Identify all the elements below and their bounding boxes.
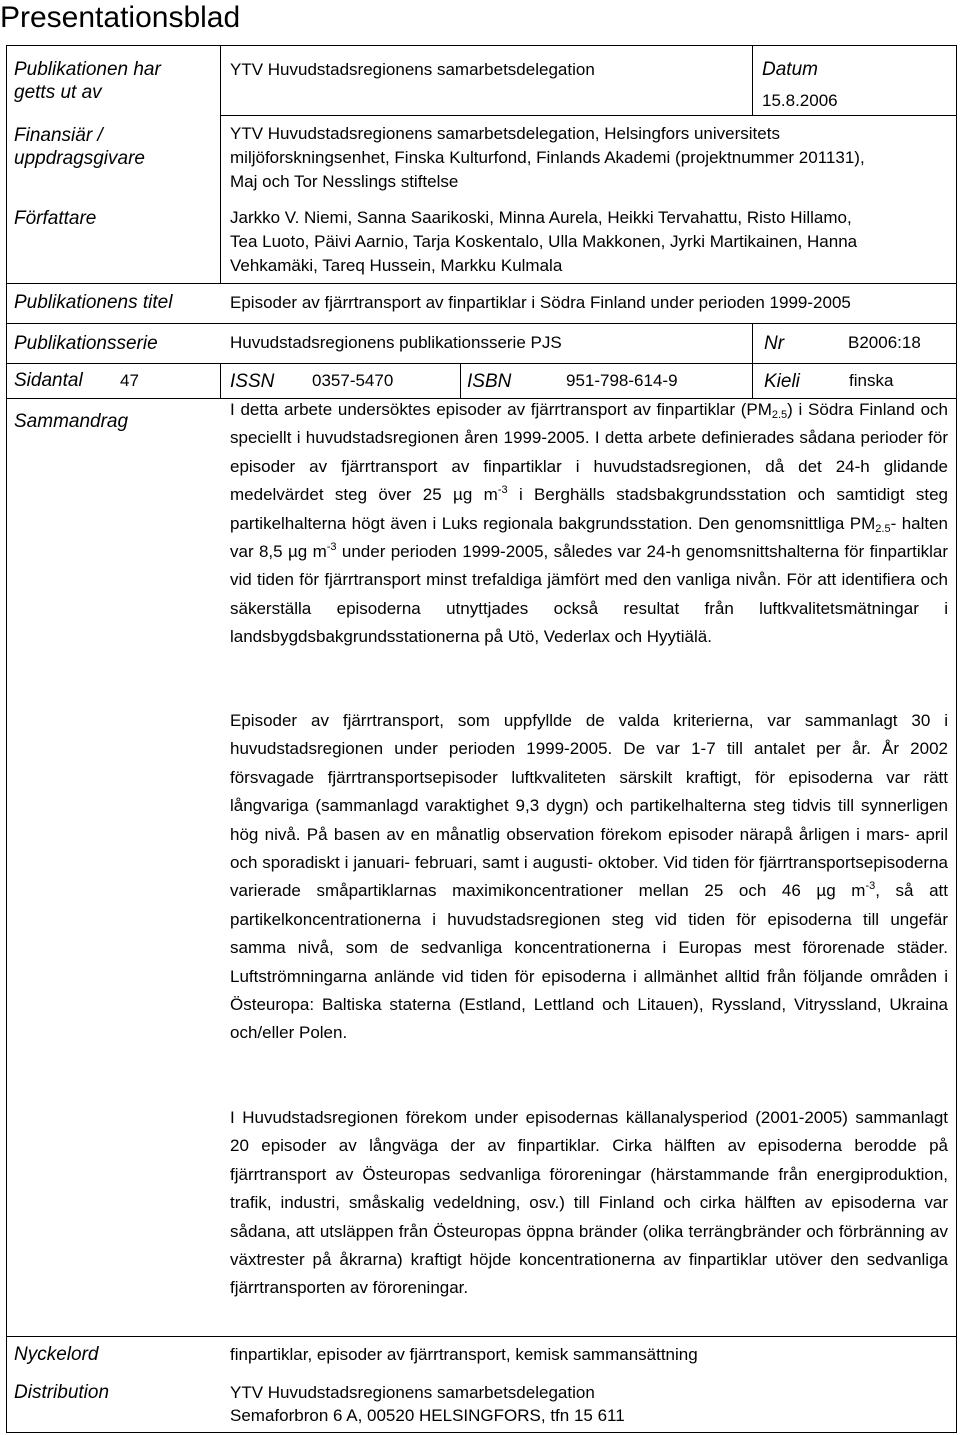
language-value: finska xyxy=(849,371,894,390)
published-by-value: YTV Huvudstadsregionens samarbetsdelegation xyxy=(230,60,595,79)
page-title: Presentationsblad xyxy=(0,1,241,34)
rule-after-financer xyxy=(6,283,957,284)
series-value: Huvudstadsregionens publikationsserie PJS xyxy=(230,333,562,352)
date-label: Datum xyxy=(762,59,818,80)
issn-label: ISSN xyxy=(230,371,275,392)
authors-line-2: Tea Luoto, Päivi Aarnio, Tarja Koskentalo, Ulla Makkonen, Jyrki Martikainen, Hanna xyxy=(230,232,858,251)
rule-label-col xyxy=(220,45,221,283)
rule-isbn-col xyxy=(460,363,461,398)
rule-issn-col xyxy=(220,363,221,398)
pub-title-label: Publikationens titel xyxy=(14,292,173,313)
pub-title-value: Episoder av fjärrtransport av finpartiklar i Södra Finland under perioden 1999-2005 xyxy=(230,293,851,312)
rule-nr-col xyxy=(752,323,753,398)
rule-after-summary xyxy=(6,1336,957,1337)
rule-under-published xyxy=(220,115,957,116)
nr-label: Nr xyxy=(764,333,785,354)
financer-label: Finansiär / uppdragsgivare xyxy=(14,125,145,169)
series-label: Publikationsserie xyxy=(14,333,158,354)
financer-line-1: YTV Huvudstadsregionens samarbetsdelegation, Helsingfors universitets xyxy=(230,124,780,143)
nr-value: B2006:18 xyxy=(848,333,921,352)
isbn-label: ISBN xyxy=(467,371,512,392)
summary-paragraph-2: Episoder av fjärrtransport, som uppfyllde de valda kriterierna, var sammanlagt 30 i huvudstadsregionen under perioden 1999-2005. De var 1-7 till antalet per år. År 2002 försvagade fjärrtransportsepisoder luftkvaliteten särskilt kraftigt, för episoderna var rätt långvariga (sammanlagd varaktighet 9,3 dygn) och partikelhalterna steg tidvis till synnerligen hög nivå. På basen av en månatlig observation förekom episoder närapå årligen i mars- april och sporadiskt i januari- februari, samt i augusti- oktober. Vid tiden för fjärrtransportsepisoderna varierade småpartiklarnas maximikoncentrationer mellan 25 och 46 µg $m^{-3}$, så att partikelkoncentrationerna i huvudstadsregionen steg vid tiden för episoderna till ungefär samma nivå, som de sedvanliga koncentrationerna i Europas mest förorenade städer. Luftströmningarna anlände vid tiden för episoderna i allmänhet alltid från följande områden i Östeuropa: Baltiska staterna (Estland, Lettland och Litauen), Ryssland, Vitryssland, Ukraina och/eller Polen. xyxy=(230,711,949,1043)
financer-line-2: miljöforskningsenhet, Finska Kulturfond, Finlands Akademi (projektnummer 201131), xyxy=(230,148,865,167)
summary-paragraph-3: I Huvudstadsregionen förekom under episodernas källanalysperiod (2001-2005) sammanlagt 20 episoder av långväga der av finpartiklar. Cirka hälften av episoderna berodde på fjärrtransport av Östeuropas sedvanliga föroreningar (härstammande från energiproduktion, trafik, industri, småskalig vedeldning, osv.) till Finland och cirka hälften av episoderna var sådana, att utsläppen från Östeuropas öppna bränder (olika terrängbränder och förbränning av växtrester på åkrarna) kraftigt höjde koncentrationerna av finpartiklar utöver den sedvanliga fjärrtransporten av föroreningar. xyxy=(230,1108,948,1298)
rule-after-series xyxy=(6,363,957,364)
summary-paragraph-1: I detta arbete undersöktes episoder av fjärrtransport av finpartiklar $(PM_{2.5})$ i Södra Finland och speciellt i huvudstadsregionen åren 1999-2005. I detta arbete definierades sådana perioder för episoder av fjärrtransport av finpartiklar i huvudstadsregionen, då det 24-h glidande medelvärdet steg över 25 µg $m^{-3}$ i Berghälls stadsbakgrundsstation och samtidigt steg partikelhalterna högt även i Luks regionala bakgrundsstation. Den genomsnittliga $PM_{2.5}-$ halten var 8,5 µg $m^{-3}$ under perioden 1999-2005, således var 24-h genomsnittshalterna för finpartiklar vid tiden för fjärrtransport minst trefaldiga jämfört med den vanliga nivån. För att identifiera och säkerställa episoderna utnyttjades också resultat från luftkvalitetsmätningar i landsbygdsbakgrundsstationerna på Utö, Vederlax och Hyytiälä. xyxy=(230,400,949,647)
pages-label: Sidantal xyxy=(14,370,83,391)
rule-top xyxy=(6,45,957,46)
summary-label: Sammandrag xyxy=(14,411,129,432)
financer-line-3: Maj och Tor Nesslings stiftelse xyxy=(230,172,459,191)
published-by-label: Publikationen har getts ut av xyxy=(14,59,161,103)
date-value: 15.8.2006 xyxy=(762,91,838,110)
distribution-label: Distribution xyxy=(14,1382,110,1403)
distribution-line-1: YTV Huvudstadsregionens samarbetsdelegation xyxy=(230,1383,595,1402)
pages-value: 47 xyxy=(120,371,139,390)
isbn-value: 951-798-614-9 xyxy=(566,371,678,390)
keywords-label: Nyckelord xyxy=(14,1344,99,1365)
authors-line-3: Vehkamäki, Tareq Hussein, Markku Kulmala xyxy=(230,256,563,275)
distribution-line-2: Semaforbron 6 A, 00520 HELSINGFORS, tfn 15 611 xyxy=(230,1406,625,1425)
rule-after-title xyxy=(6,323,957,324)
keywords-value: finpartiklar, episoder av fjärrtransport, kemisk sammansättning xyxy=(230,1345,698,1364)
authors-label: Författare xyxy=(14,208,97,229)
authors-line-1: Jarkko V. Niemi, Sanna Saarikoski, Minna Aurela, Heikki Tervahattu, Risto Hillamo, xyxy=(230,208,852,227)
rule-date-col xyxy=(752,45,753,115)
language-label: Kieli xyxy=(764,371,800,392)
issn-value: 0357-5470 xyxy=(312,371,394,390)
